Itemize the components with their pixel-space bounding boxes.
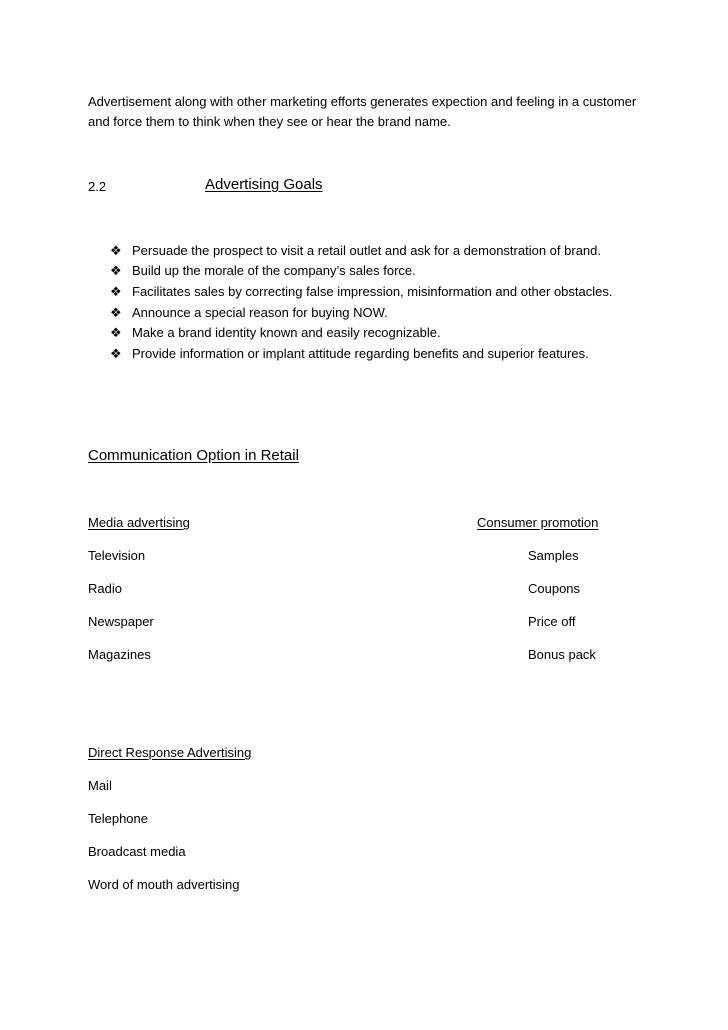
direct-response-heading: Direct Response Advertising bbox=[88, 745, 252, 760]
goal-text: Facilitates sales by correcting false impression, misinformation and other obstacles. bbox=[132, 283, 613, 299]
direct-response-item: Mail bbox=[88, 778, 112, 793]
intro-paragraph: Advertisement along with other marketing efforts generates expection and feeling in a customer and force them to think when they see or hear the brand name. bbox=[88, 94, 637, 129]
section-number: 2.2 bbox=[88, 179, 107, 194]
goal-text: Make a brand identity known and easily recognizable. bbox=[132, 325, 441, 341]
direct-response-item: Telephone bbox=[88, 811, 148, 826]
list-item bbox=[110, 322, 613, 343]
list-item bbox=[110, 261, 613, 282]
media-item: Magazines bbox=[88, 647, 151, 662]
diamond-bullet-icon: ❖ bbox=[110, 263, 122, 279]
goal-text: Build up the morale of the company’s sales force. bbox=[132, 263, 416, 279]
list-item bbox=[110, 343, 613, 364]
media-advertising-heading: Media advertising bbox=[88, 515, 190, 530]
direct-response-item: Broadcast media bbox=[88, 844, 186, 859]
list-item bbox=[110, 240, 613, 261]
media-item: Radio bbox=[88, 581, 122, 596]
diamond-bullet-icon: ❖ bbox=[110, 325, 122, 341]
list-item bbox=[110, 302, 613, 323]
promotion-item: Bonus pack bbox=[528, 647, 596, 662]
goals-list bbox=[110, 240, 613, 364]
diamond-bullet-icon: ❖ bbox=[110, 345, 122, 361]
consumer-promotion-heading: Consumer promotion bbox=[477, 515, 599, 530]
goal-text: Persuade the prospect to visit a retail outlet and ask for a demonstration of brand. bbox=[132, 242, 601, 258]
communication-title: Communication Option in Retail bbox=[88, 447, 299, 464]
goal-text: Announce a special reason for buying NOW. bbox=[132, 304, 388, 320]
promotion-item: Samples bbox=[528, 548, 579, 563]
promotion-item: Price off bbox=[528, 614, 576, 629]
diamond-bullet-icon: ❖ bbox=[110, 283, 122, 299]
goal-text: Provide information or implant attitude regarding benefits and superior features. bbox=[132, 345, 589, 361]
diamond-bullet-icon: ❖ bbox=[110, 242, 122, 258]
diamond-bullet-icon: ❖ bbox=[110, 304, 122, 320]
media-item: Newspaper bbox=[88, 614, 154, 629]
list-item bbox=[110, 281, 613, 302]
media-item: Television bbox=[88, 548, 146, 563]
direct-response-item: Word of mouth advertising bbox=[88, 877, 240, 892]
promotion-item: Coupons bbox=[528, 581, 581, 596]
section-title: Advertising Goals bbox=[205, 176, 323, 193]
